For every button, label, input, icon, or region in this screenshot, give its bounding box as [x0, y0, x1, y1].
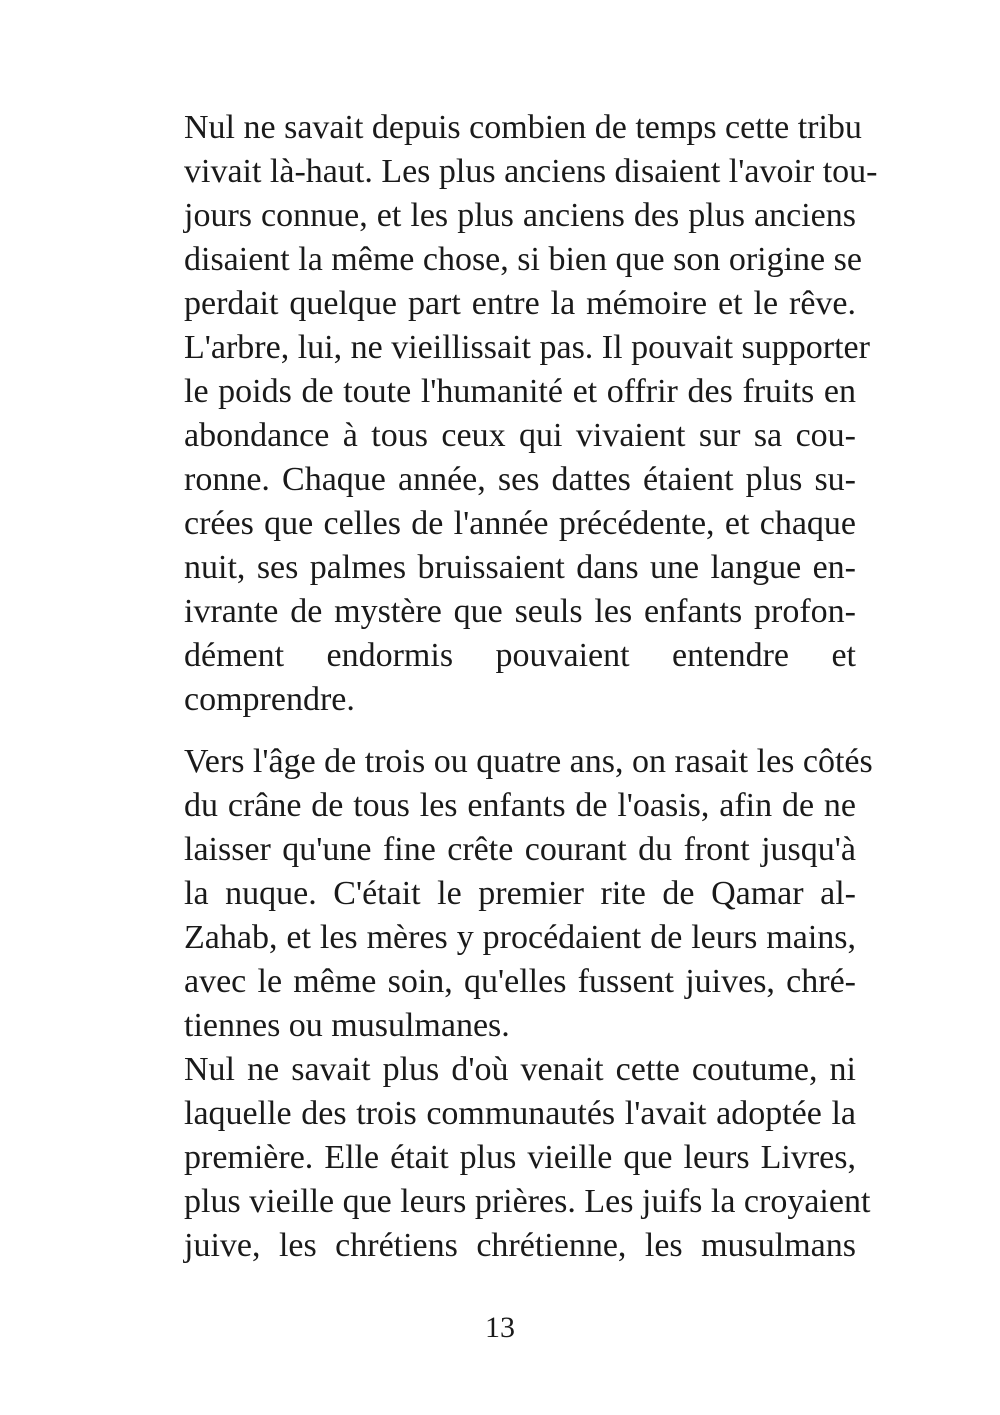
text-line: ivrante de mystère que seuls les enfants profon- — [184, 593, 856, 630]
text-line: laisser qu'une fine crête courant du front jusqu'à — [184, 831, 856, 868]
text-line: première. Elle était plus vieille que leurs Livres, — [184, 1139, 856, 1176]
text-line: tiennes ou musulmanes. — [184, 1007, 510, 1044]
text-line: dément endormis pouvaient entendre et — [184, 637, 856, 674]
text-line: abondance à tous ceux qui vivaient sur sa cou- — [184, 417, 856, 454]
text-line: disaient la même chose, si bien que son origine se — [184, 241, 862, 278]
text-line: perdait quelque part entre la mémoire et le rêve. — [184, 285, 856, 322]
text-line: Vers l'âge de trois ou quatre ans, on rasait les côtés — [184, 743, 873, 780]
text-line: juive, les chrétiens chrétienne, les musulmans — [184, 1227, 856, 1264]
text-line: Zahab, et les mères y procédaient de leurs mains, — [184, 919, 856, 956]
text-line: Nul ne savait depuis combien de temps cette tribu — [184, 109, 862, 146]
text-line: Nul ne savait plus d'où venait cette coutume, ni — [184, 1051, 856, 1088]
text-line: plus vieille que leurs prières. Les juifs la croyaient — [184, 1183, 871, 1220]
text-line: L'arbre, lui, ne vieillissait pas. Il pouvait supporter — [184, 329, 870, 366]
text-line: ronne. Chaque année, ses dattes étaient plus su- — [184, 461, 856, 498]
text-line: crées que celles de l'année précédente, et chaque — [184, 505, 856, 542]
text-line: vivait là-haut. Les plus anciens disaient l'avoir tou- — [184, 153, 878, 190]
text-line: comprendre. — [184, 681, 355, 718]
text-line: nuit, ses palmes bruissaient dans une langue en- — [184, 549, 856, 586]
text-line: le poids de toute l'humanité et offrir des fruits en — [184, 373, 856, 410]
text-line: la nuque. C'était le premier rite de Qamar al- — [184, 875, 856, 912]
text-line: du crâne de tous les enfants de l'oasis, afin de ne — [184, 787, 856, 824]
text-line: jours connue, et les plus anciens des plus anciens — [184, 197, 856, 234]
page-number: 13 — [485, 1311, 515, 1344]
text-line: laquelle des trois communautés l'avait adoptée la — [184, 1095, 856, 1132]
text-line: avec le même soin, qu'elles fussent juives, chré- — [184, 963, 856, 1000]
